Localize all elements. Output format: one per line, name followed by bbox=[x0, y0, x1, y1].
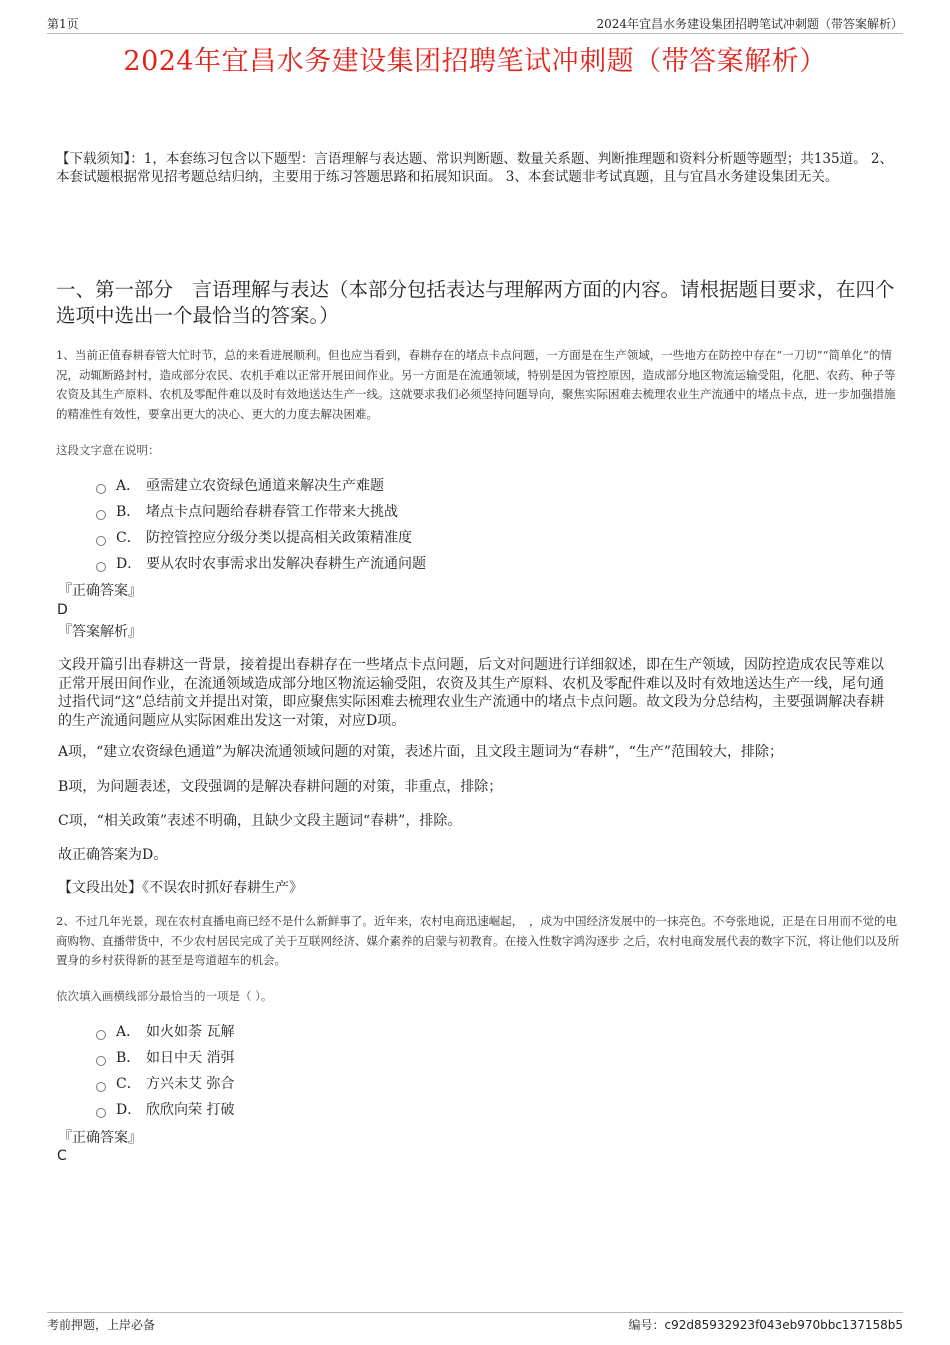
option-c[interactable]: C． 方兴未艾 弥合 bbox=[96, 1071, 696, 1097]
radio-icon[interactable] bbox=[96, 1082, 106, 1092]
answer-label: 『正确答案』 bbox=[58, 1130, 142, 1146]
radio-icon[interactable] bbox=[96, 1108, 106, 1118]
option-d[interactable]: D． 要从农时农事需求出发解决春耕生产流通问题 bbox=[96, 551, 696, 577]
radio-icon[interactable] bbox=[96, 484, 106, 494]
answer-label: 『正确答案』 bbox=[58, 583, 142, 599]
question-1-options bbox=[96, 473, 696, 577]
option-a[interactable]: A． 亟需建立农资绿色通道来解决生产难题 bbox=[96, 473, 696, 499]
document-code: 编号：c92d85932923f043eb970bbc137158b5 bbox=[628, 1318, 903, 1332]
option-d[interactable]: D． 欣欣向荣 打破 bbox=[96, 1097, 696, 1123]
analysis-line-a: A项，“建立农资绿色通道”为解决流通领域问题的对策，表述片面，且文段主题词为“春耕”，“生产”范围较大，排除； bbox=[58, 744, 784, 760]
radio-icon[interactable] bbox=[96, 510, 106, 520]
analysis-line-c: C项，“相关政策”表述不明确，且缺少文段主题词“春耕”，排除。 bbox=[58, 813, 462, 829]
option-a[interactable]: A． 如火如荼 瓦解 bbox=[96, 1019, 696, 1045]
page-header bbox=[47, 15, 903, 34]
analysis-line-b: B项，为问题表述，文段强调的是解决春耕问题的对策，非重点，排除； bbox=[58, 779, 503, 795]
question-1-prompt: 这段文字意在说明： bbox=[56, 443, 160, 457]
footer-slogan: 考前押题，上岸必备 bbox=[47, 1318, 156, 1332]
page-number: 第1页 bbox=[47, 17, 79, 31]
option-c[interactable]: C． 防控管控应分级分类以提高相关政策精准度 bbox=[96, 525, 696, 551]
header-doc-title: 2024年宜昌水务建设集团招聘笔试冲刺题（带答案解析） bbox=[596, 17, 903, 31]
question-2-stem: 2、不过几年光景，现在农村直播电商已经不是什么新鲜事了。近年来，农村电商迅速崛起， ，成为中国经济发展中的一抹亮色。不夸张地说，正是在日用而不觉的电商购物、直播带货中，不少农村居民完成了关于互联网经济、媒介素养的启蒙与初教育。在接入性数字鸿沟逐步 之后，农村电商发展代表的数字下沉，将让他们以及所置身的乡村获得新的甚至是弯道超车的机会。 bbox=[56, 914, 900, 967]
section-title: 一、第一部分 言语理解与表达（本部分包括表达与理解两方面的内容。请根据题目要求，在四个选项中选出一个最恰当的答案。） bbox=[56, 278, 895, 327]
download-notice: 【下载须知】：1，本套练习包含以下题型：言语理解与表达题、常识判断题、数量关系题、判断推理题和资料分析题等题型；共135道。 2、本套试题根据常见招考题总结归纳，主要用于练习答题思路和拓展知识面。 3、本套试题非考试真题，且与宜昌水务建设集团无关。 bbox=[56, 151, 893, 185]
radio-icon[interactable] bbox=[96, 1030, 106, 1040]
page-footer bbox=[47, 1312, 903, 1333]
radio-icon[interactable] bbox=[96, 562, 106, 572]
page-title: 2024年宜昌水务建设集团招聘笔试冲刺题（带答案解析） bbox=[123, 46, 827, 77]
analysis-label: 『答案解析』 bbox=[58, 624, 142, 640]
answer-value: D bbox=[57, 602, 68, 618]
question-2-options bbox=[96, 1019, 696, 1123]
radio-icon[interactable] bbox=[96, 1056, 106, 1066]
option-b[interactable]: B． 堵点卡点问题给春耕春管工作带来大挑战 bbox=[96, 499, 696, 525]
question-1-stem: 1、当前正值春耕春管大忙时节，总的来看进展顺利。但也应当看到，春耕存在的堵点卡点问题，一方面是在生产领域，一些地方在防控中存在“一刀切”“简单化”的情况，动辄断路封村，造成部分农民、农机手难以正常开展田间作业。另一方面是在流通领域，特别是因为管控原因，造成部分地区物流运输受阻，化肥、农药、种子等农资及其生产原料、农机及零配件难以及时有效地送达生产一线。这就要求我们必须坚持问题导向，聚焦实际困难去梳理农业生产流通中的堵点卡点，进一步加强措施的精准性有效性，要拿出更大的决心、更大的力度去解决困难。 bbox=[56, 348, 896, 421]
question-2-prompt: 依次填入画横线部分最恰当的一项是（ ）。 bbox=[56, 989, 273, 1003]
analysis-text: 文段开篇引出春耕这一背景，接着提出春耕存在一些堵点卡点问题，后文对问题进行详细叙述，即在生产领域，因防控造成农民等难以正常开展田间作业，在流通领域造成部分地区物流运输受阻，农资及其生产原料、农机及零配件难以及时有效地送达生产一线，尾句通过指代词“这”总结前文并提出对策，即应聚焦实际困难去梳理农业生产流通中的堵点卡点问题。故文段为分总结构，主要强调解决春耕的生产流通问题应从实际困难出发这一对策，对应D项。 bbox=[58, 657, 885, 729]
radio-icon[interactable] bbox=[96, 536, 106, 546]
option-b[interactable]: B． 如日中天 消弭 bbox=[96, 1045, 696, 1071]
analysis-conclusion: 故正确答案为D。 bbox=[58, 847, 168, 863]
answer-value: C bbox=[57, 1148, 67, 1164]
source-citation: 【文段出处】《不误农时抓好春耕生产》 bbox=[58, 880, 303, 896]
